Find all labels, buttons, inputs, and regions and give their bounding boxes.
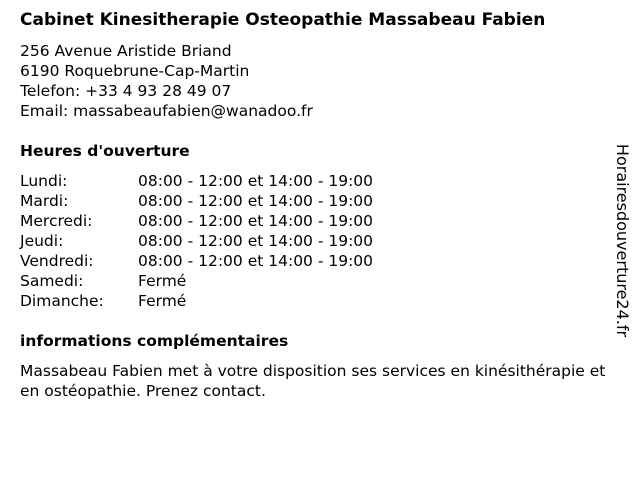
business-card: [20, 10, 610, 401]
hours-time: Fermé: [138, 292, 187, 310]
opening-hours-table: [20, 171, 610, 311]
hours-time: 08:00 - 12:00 et 14:00 - 19:00: [138, 252, 374, 270]
hours-time: Fermé: [138, 272, 187, 290]
hours-day: Vendredi:: [20, 252, 94, 270]
site-watermark[interactable]: [611, 136, 635, 344]
hours-day: Samedi:: [20, 272, 84, 290]
hours-day: Mardi:: [20, 192, 69, 210]
business-name: Cabinet Kinesitherapie Osteopathie Massabeau Fabien: [20, 10, 546, 30]
opening-hours-heading: Heures d'ouverture: [20, 142, 190, 160]
hours-row-friday: [20, 251, 610, 271]
address-line-city: 6190 Roquebrune-Cap-Martin: [20, 62, 250, 80]
additional-info-text: Massabeau Fabien met à votre disposition ses services en kinésithérapie et en ostéopathie. Prenez contact.: [20, 362, 606, 400]
hours-row-monday: [20, 171, 610, 191]
watermark-text: Horairesdouverture24.fr: [613, 143, 633, 337]
hours-day: Lundi:: [20, 172, 68, 190]
hours-row-sunday: [20, 291, 610, 311]
hours-row-tuesday: [20, 191, 610, 211]
hours-time: 08:00 - 12:00 et 14:00 - 19:00: [138, 192, 374, 210]
address-line-street: 256 Avenue Aristide Briand: [20, 42, 232, 60]
hours-time: 08:00 - 12:00 et 14:00 - 19:00: [138, 232, 374, 250]
hours-row-saturday: [20, 271, 610, 291]
phone-number[interactable]: Telefon: +33 4 93 28 49 07: [20, 82, 232, 100]
hours-day: Mercredi:: [20, 212, 93, 230]
email-address[interactable]: Email: massabeaufabien@wanadoo.fr: [20, 102, 313, 120]
hours-day: Dimanche:: [20, 292, 104, 310]
hours-row-thursday: [20, 231, 610, 251]
additional-info-heading: informations complémentaires: [20, 332, 289, 350]
contact-block: [20, 41, 610, 121]
hours-row-wednesday: [20, 211, 610, 231]
hours-time: 08:00 - 12:00 et 14:00 - 19:00: [138, 172, 374, 190]
hours-time: 08:00 - 12:00 et 14:00 - 19:00: [138, 212, 374, 230]
hours-day: Jeudi:: [20, 232, 64, 250]
